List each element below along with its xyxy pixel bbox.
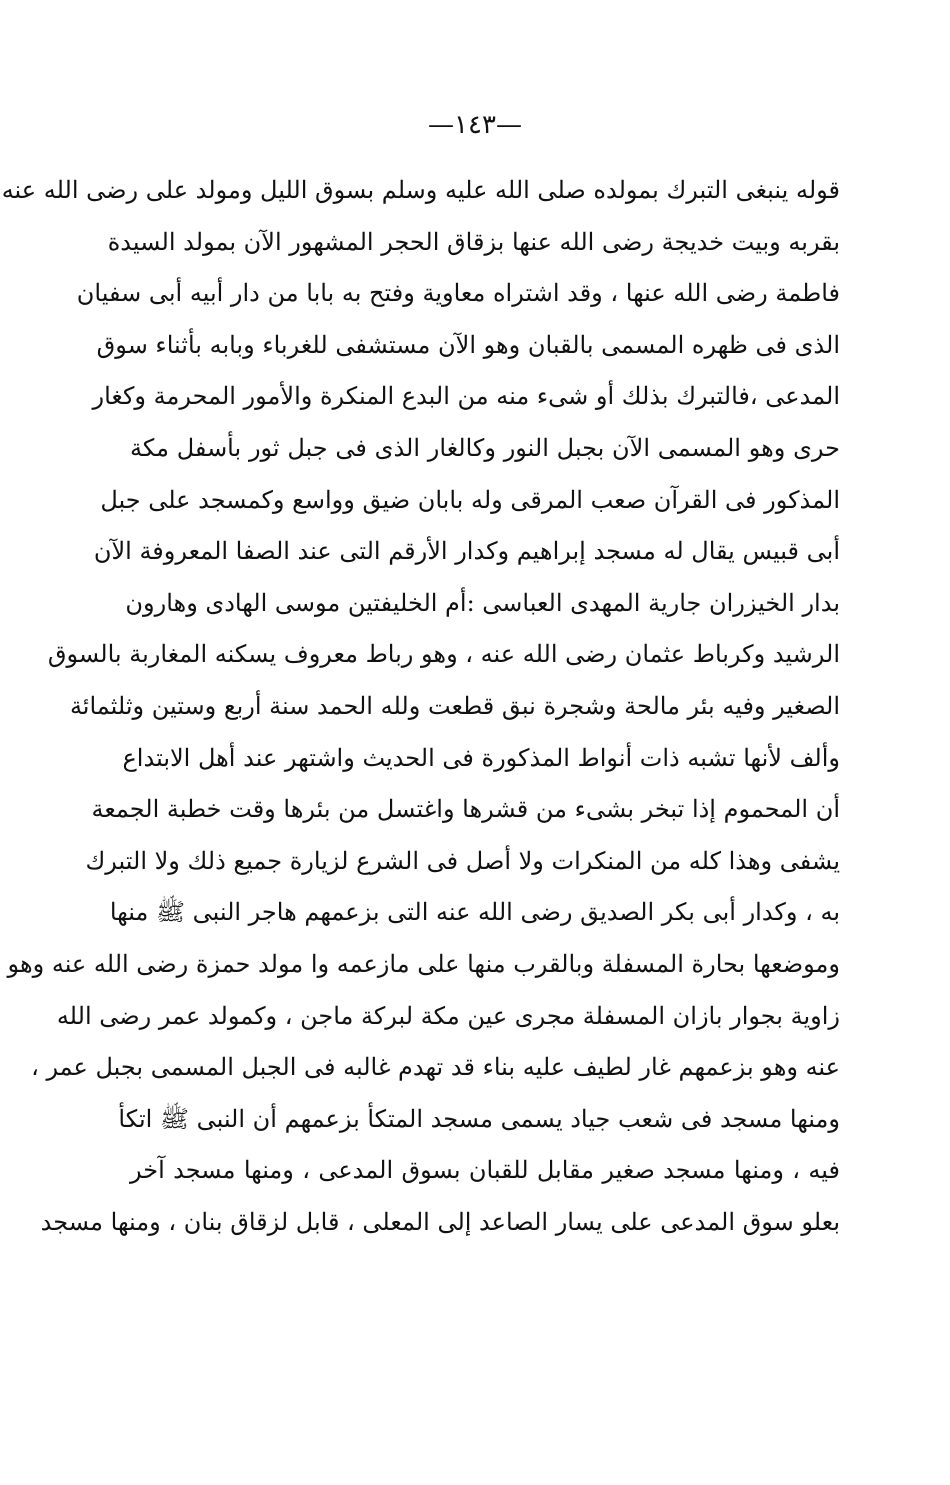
text-line: الرشيد وكرباط عثمان رضى الله عنه ، وهو رباط معروف يسكنه المغاربة بالسوق [47,640,840,669]
text-line: يشفى وهذا كله من المنكرات ولا أصل فى الشرع لزيارة جميع ذلك ولا التبرك [85,846,840,875]
text-line: وألف لأنها تشبه ذات أنواط المذكورة فى الحديث واشتهر عند أهل الابتداع [122,743,840,772]
text-line: بقربه وبيت خديجة رضى الله عنها بزقاق الحجر المشهور الآن بمولد السيدة [107,227,840,256]
text-line: زاوية بجوار بازان المسفلة مجرى عين مكة لبركة ماجن ، وكمولد عمر رضى الله [56,1001,840,1030]
text-line: المدعى ،فالتبرك بذلك أو شىء منه من البدع المنكرة والأمور المحرمة وكغار [92,382,840,411]
text-line: وموضعها بحارة المسفلة وبالقرب منها على مازعمه وا مولد حمزة رضى الله عنه وهو [7,949,840,978]
page-number: —١٤٣— [428,110,522,140]
text-line: المذكور فى القرآن صعب المرقى وله بابان ضيق وواسع وكمسجد على جبل [100,485,840,514]
text-line: أبى قبيس يقال له مسجد إبراهيم وكدار الأرقم التى عند الصفا المعروفة الآن [93,537,840,566]
text-line: فاطمة رضى الله عنها ، وقد اشتراه معاوية وفتح به بابا من دار أبيه أبى سفيان [76,279,840,308]
text-line: بدار الخيزران جارية المهدى العباسى :أم الخليفتين موسى الهادى وهارون [125,588,840,617]
text-line: الصغير وفيه بئر مالحة وشجرة نبق قطعت ولله الحمد سنة أربع وستين وثلثمائة [69,691,840,720]
text-line: بعلو سوق المدعى على يسار الصاعد إلى المعلى ، قابل لزقاق بنان ، ومنها مسجد [40,1207,840,1236]
text-line: عنه وهو بزعمهم غار لطيف عليه بناء قد تهدم غالبه فى الجبل المسمى بجبل عمر ، [31,1053,840,1082]
text-line: حرى وهو المسمى الآن بجبل النور وكالغار الذى فى جبل ثور بأسفل مكة [130,433,840,462]
text-line: به ، وكدار أبى بكر الصديق رضى الله عنه التى بزعمهم هاجر النبى ﷺ منها [109,898,840,927]
text-line: فيه ، ومنها مسجد صغير مقابل للقبان بسوق المدعى ، ومنها مسجد آخر [130,1156,840,1185]
text-line: قوله ينبغى التبرك بمولده صلى الله عليه وسلم بسوق الليل ومولد على رضى الله عنه [1,176,840,204]
text-line: أن المحموم إذا تبخر بشىء من قشرها واغتسل من بئرها وقت خطبة الجمعة [91,795,840,824]
text-line: ومنها مسجد فى شعب جياد يسمى مسجد المتكأ بزعمهم أن النبى ﷺ اتكأ [118,1104,840,1133]
body-text [1,165,840,1248]
text-line: الذى فى ظهره المسمى بالقبان وهو الآن مستشفى للغرباء وبابه بأثناء سوق [96,330,840,359]
